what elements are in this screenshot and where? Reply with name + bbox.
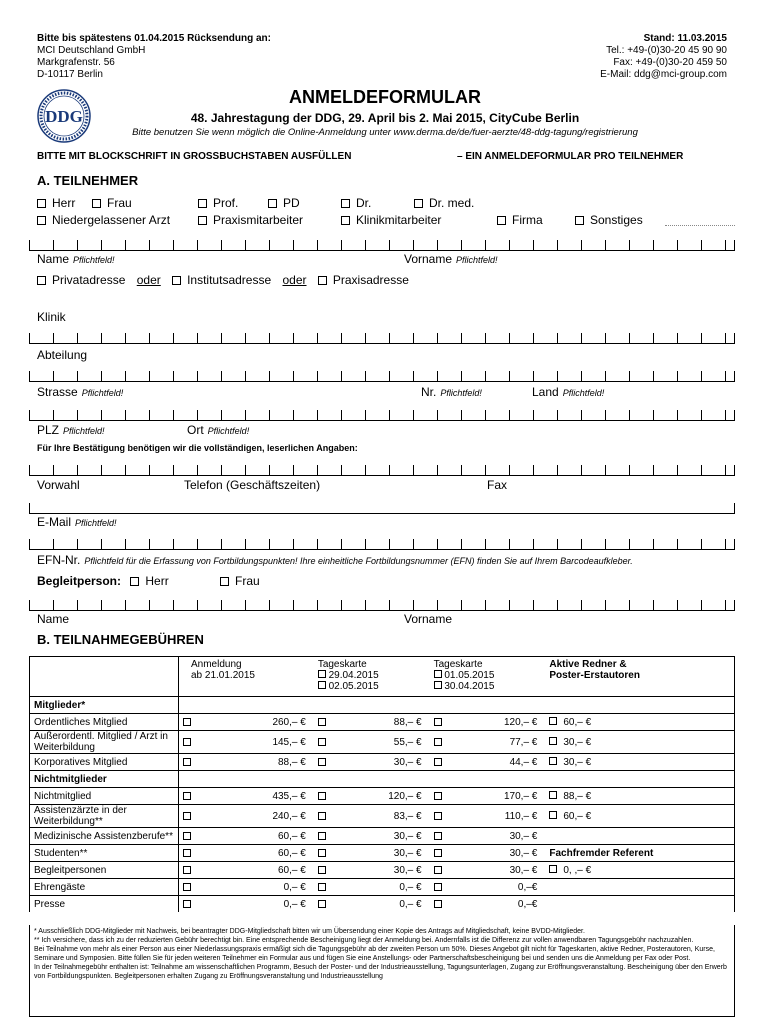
fee-row (30, 828, 735, 845)
name-field[interactable] (29, 234, 735, 251)
oder-1: oder (136, 273, 161, 287)
fee-checkbox[interactable] (434, 792, 442, 800)
fee-cell (314, 731, 430, 754)
fee-cell (430, 896, 546, 913)
fee-checkbox[interactable] (318, 849, 326, 857)
fee-amount: 240,– € (272, 810, 306, 822)
fee-checkbox[interactable] (434, 718, 442, 726)
email-field[interactable] (29, 497, 735, 514)
begleitperson-row (37, 574, 260, 588)
fee-cell-redner (545, 879, 734, 896)
fee-amount: 0, ,– € (563, 864, 592, 876)
fee-cell (314, 714, 430, 731)
fee-row-label: Korporatives Mitglied (30, 754, 179, 771)
fee-checkbox[interactable] (318, 883, 326, 891)
fee-cell (430, 828, 546, 845)
fee-checkbox[interactable] (318, 758, 326, 766)
fee-checkbox[interactable] (549, 717, 557, 725)
begleit-label: Begleitperson: (37, 574, 122, 588)
vorname-label: Vorname Pflichtfeld! (404, 252, 498, 266)
fee-checkbox[interactable] (318, 718, 326, 726)
address-type-choice (37, 273, 409, 287)
fee-row-label: Ordentliches Mitglied (30, 714, 179, 731)
fee-cell (430, 731, 546, 754)
fee-cell (179, 896, 314, 913)
return-deadline: Bitte bis spätestens 01.04.2015 Rücksendung an: (37, 33, 271, 44)
fee-cell (179, 845, 314, 862)
fee-cell (430, 845, 546, 862)
strasse-label: Strasse Pflichtfeld! (37, 385, 124, 399)
efn-label: EFN-Nr. Pflichtfeld für die Erfassung von Fortbildungspunkten! Ihre einheitliche Fortbildungsnummer (EFN) finden Sie auf Ihrem Barcodeaufkleber. (37, 553, 633, 567)
fee-cell-redner (545, 896, 734, 913)
begleit-herr-checkbox[interactable] (130, 577, 139, 586)
fees-group-nonmembers: Nichtmitglieder (30, 771, 735, 788)
fee-checkbox[interactable] (434, 758, 442, 766)
fee-cell (430, 879, 546, 896)
org-city: D-10117 Berlin (37, 69, 103, 80)
fee-amount: 435,– € (272, 790, 306, 802)
fee-amount: 30,– € (509, 847, 538, 859)
fee-cell (430, 862, 546, 879)
checkbox-privat[interactable] (37, 276, 46, 285)
fee-amount: 60,– € (278, 847, 306, 859)
svg-text:DDG: DDG (45, 107, 83, 126)
fee-amount: 60,– € (278, 864, 306, 876)
event-subtitle: 48. Jahrestagung der DDG, 29. April bis 2. Mai 2015, CityCube Berlin (190, 111, 580, 125)
fee-checkbox[interactable] (183, 758, 191, 766)
fee-cell (314, 896, 430, 913)
fee-cell (179, 788, 314, 805)
plz-label: PLZ Pflichtfeld! (37, 423, 105, 437)
praxis-label: Praxisadresse (332, 273, 409, 287)
fee-amount: 0,–€ (517, 898, 538, 910)
fee-checkbox[interactable] (434, 738, 442, 746)
fee-row (30, 896, 735, 913)
fee-checkbox[interactable] (183, 832, 191, 840)
checkbox[interactable] (268, 199, 277, 208)
fee-checkbox[interactable] (434, 883, 442, 891)
begleit-vorname-label: Vorname (404, 612, 453, 626)
fee-checkbox[interactable] (183, 738, 191, 746)
contact-tel: Tel.: +49-(0)30-20 45 90 90 (606, 45, 727, 56)
fee-cell (314, 879, 430, 896)
telefon-field[interactable] (29, 459, 735, 476)
fee-amount: 30,– € (563, 736, 592, 748)
fee-row (30, 845, 735, 862)
privat-label: Privatadresse (52, 273, 126, 287)
fee-cell (314, 754, 430, 771)
nr-label: Nr. Pflichtfeld! (421, 385, 482, 399)
fee-checkbox[interactable] (318, 738, 326, 746)
fee-cell (314, 788, 430, 805)
begleit-frau-checkbox[interactable] (220, 577, 229, 586)
fee-amount: 120,– € (388, 790, 422, 802)
footnote-3: Bei Teilnahme von mehr als einer Person aus einer Niederlassungspraxis ermäßigt sich die Tagungsgebühr ab der zweiten Person um 50%. Dieses Angebot gilt nicht für Tageskarten, aktive Redner, Posterautoren, Kurse, Seminare und Symposien. Bitte füllen Sie für jeden weiteren Teilnehmer ein Formular aus und fügen Sie eine Anstellungs- oder Partnerschaftsbescheinigung bei und senden uns die Anmeldung per Fax oder Post. (34, 946, 715, 962)
begleit-name-label: Name (37, 612, 70, 626)
fee-amount: 88,– € (393, 716, 422, 728)
fee-cell-redner (545, 754, 734, 771)
checkbox[interactable] (198, 216, 207, 225)
sonstiges-input[interactable] (665, 225, 735, 226)
fee-amount: 30,– € (509, 864, 538, 876)
fee-row-label: Assistenzärzte in der Weiterbildung** (30, 805, 179, 828)
begleit-name-field[interactable] (29, 594, 735, 611)
blockschrift-instruction: BITTE MIT BLOCKSCHRIFT IN GROSSBUCHSTABEN AUSFÜLLEN (37, 151, 352, 162)
fee-amount: 0,– € (399, 881, 422, 893)
begleit-frau-label: Frau (235, 574, 260, 588)
section-a-heading: A. TEILNEHMER (37, 173, 139, 188)
oder-2: oder (282, 273, 307, 287)
fee-row-label: Presse (30, 896, 179, 913)
fee-row-label: Nichtmitglied (30, 788, 179, 805)
fees-header-redner: Aktive Redner & Poster-Erstautoren (549, 659, 640, 681)
fees-group-members: Mitglieder* (30, 697, 735, 714)
role-sonstiges[interactable]: Sonstiges (575, 213, 643, 227)
abteilung-field[interactable] (29, 365, 735, 382)
footnotes (29, 925, 735, 1017)
fee-cell (314, 845, 430, 862)
fee-row-label: Ehrengäste (30, 879, 179, 896)
section-b-heading: B. TEILNAHMEGEBÜHREN (37, 632, 204, 647)
fee-checkbox[interactable] (318, 900, 326, 908)
footnote-2: ** Ich versichere, dass ich zu der reduzierten Gebühr berechtigt bin. Eine entsprechende Bescheinigung liegt der Anmeldung bei. Andernfalls ist die Differenz zur vollen anwendbaren Tagungsgebühr nachzuzahlen. (34, 937, 694, 944)
checkbox[interactable] (37, 216, 46, 225)
land-label: Land Pflichtfeld! (532, 385, 605, 399)
fee-amount: 30,– € (509, 830, 538, 842)
fee-checkbox[interactable] (434, 812, 442, 820)
fee-amount: 145,– € (272, 736, 306, 748)
checkbox[interactable] (497, 216, 506, 225)
title-dr[interactable]: Dr. (341, 196, 371, 210)
footnote-1: * Ausschließlich DDG-Mitglieder mit Nachweis, bei beantragter DDG-Mitgliedschaft bitten wir um Übersendung einer Kopie des Antrags auf Mitgliedschaft, keine BVDD-Mitglieder. (34, 928, 585, 935)
fees-header-tageskarte-1: Tageskarte 29.04.2015 02.05.2015 (317, 659, 379, 692)
fee-cell (314, 828, 430, 845)
role-klinik[interactable]: Klinikmitarbeiter (341, 213, 441, 227)
fee-checkbox[interactable] (434, 866, 442, 874)
fee-checkbox[interactable] (183, 812, 191, 820)
checkbox[interactable] (414, 199, 423, 208)
fee-amount: 30,– € (393, 756, 422, 768)
fee-checkbox[interactable] (318, 832, 326, 840)
klinik-field[interactable] (29, 327, 735, 344)
fee-checkbox[interactable] (183, 900, 191, 908)
efn-field[interactable] (29, 533, 735, 550)
fee-cell-redner (545, 805, 734, 828)
strasse-field[interactable] (29, 404, 735, 421)
fee-row (30, 731, 735, 754)
confirm-note: Für Ihre Bestätigung benötigen wir die vollständigen, leserlichen Angaben: (37, 443, 358, 453)
fee-row (30, 754, 735, 771)
fee-cell-redner (545, 714, 734, 731)
fee-cell-redner (545, 788, 734, 805)
fee-checkbox[interactable] (183, 883, 191, 891)
fee-checkbox[interactable] (549, 811, 557, 819)
fee-row (30, 714, 735, 731)
online-registration-note: Bitte benutzen Sie wenn möglich die Online-Anmeldung unter www.derma.de/de/fuer-aerzte/48-ddg-tagung/registrierung (132, 127, 638, 138)
fee-checkbox[interactable] (549, 737, 557, 745)
fees-header-empty (30, 657, 179, 697)
fee-cell (314, 862, 430, 879)
fee-amount: 30,– € (563, 756, 592, 768)
fee-checkbox[interactable] (183, 792, 191, 800)
fee-checkbox[interactable] (549, 757, 557, 765)
fee-amount: 60,– € (563, 716, 592, 728)
fee-amount: 55,– € (393, 736, 422, 748)
fee-amount: 88,– € (278, 756, 306, 768)
fee-checkbox[interactable] (434, 832, 442, 840)
org-street: Markgrafenstr. 56 (37, 57, 115, 68)
fee-amount: 30,– € (393, 830, 422, 842)
fee-row (30, 805, 735, 828)
checkbox[interactable] (92, 199, 101, 208)
fee-checkbox[interactable] (318, 866, 326, 874)
fee-cell-redner (545, 828, 734, 845)
fee-cell (179, 805, 314, 828)
fachfremder-referent: Fachfremder Referent (549, 847, 654, 859)
name-label: Name Pflichtfeld! (37, 252, 115, 266)
fee-row (30, 862, 735, 879)
fee-cell (179, 714, 314, 731)
fees-header-anmeldung: Anmeldung ab 21.01.2015 (191, 659, 255, 681)
title-prof[interactable]: Prof. (198, 196, 238, 210)
fee-checkbox[interactable] (549, 865, 557, 873)
fee-amount: 0,– € (283, 881, 306, 893)
fee-cell (179, 754, 314, 771)
role-firma[interactable]: Firma (497, 213, 543, 227)
fee-amount: 110,– € (504, 810, 538, 822)
fee-checkbox[interactable] (183, 718, 191, 726)
fax-label: Fax (487, 478, 508, 492)
fee-row (30, 879, 735, 896)
ort-label: Ort Pflichtfeld! (187, 423, 250, 437)
fee-amount: 0,–€ (517, 881, 538, 893)
fee-cell (430, 754, 546, 771)
checkbox-institut[interactable] (172, 276, 181, 285)
fee-checkbox[interactable] (183, 866, 191, 874)
checkbox[interactable] (341, 216, 350, 225)
fee-amount: 0,– € (283, 898, 306, 910)
fee-amount: 170,– € (504, 790, 538, 802)
title-frau[interactable]: Frau (92, 196, 132, 210)
fee-cell (179, 731, 314, 754)
fee-row-label: Begleitpersonen (30, 862, 179, 879)
fee-amount: 77,– € (509, 736, 538, 748)
vorwahl-label: Vorwahl (37, 478, 80, 492)
fee-row-label: Außerordentl. Mitglied / Arzt in Weiterbildung (30, 731, 179, 754)
fee-cell (430, 714, 546, 731)
fee-cell (179, 828, 314, 845)
fee-cell (179, 862, 314, 879)
fee-cell (179, 879, 314, 896)
title-pd[interactable]: PD (268, 196, 300, 210)
role-niedergelassen[interactable]: Niedergelassener Arzt (37, 213, 170, 227)
checkbox[interactable] (198, 199, 207, 208)
contact-email: E-Mail: ddg@mci-group.com (600, 69, 727, 80)
telefon-label: Telefon (Geschäftszeiten) (184, 478, 321, 492)
fee-cell (314, 805, 430, 828)
fee-amount: 60,– € (563, 810, 592, 822)
fee-row-label: Medizinische Assistenzberufe** (30, 828, 179, 845)
fees-header-row (30, 657, 735, 697)
fee-checkbox[interactable] (183, 849, 191, 857)
title-herr[interactable]: Herr (37, 196, 75, 210)
fees-header-tageskarte-2: Tageskarte 01.05.2015 30.04.2015 (433, 659, 495, 692)
abteilung-label: Abteilung (37, 348, 88, 362)
fees-table (29, 656, 735, 912)
fee-cell-redner (545, 845, 734, 862)
fee-amount: 30,– € (393, 864, 422, 876)
checkbox[interactable] (341, 199, 350, 208)
fee-row-label: Studenten** (30, 845, 179, 862)
one-form-instruction: – EIN ANMELDEFORMULAR PRO TEILNEHMER (457, 151, 684, 162)
email-label: E-Mail Pflichtfeld! (37, 515, 117, 529)
fee-checkbox[interactable] (434, 849, 442, 857)
fee-amount: 88,– € (563, 790, 592, 802)
checkbox-praxis[interactable] (318, 276, 327, 285)
fee-checkbox[interactable] (434, 900, 442, 908)
fee-amount: 0,– € (399, 898, 422, 910)
fee-cell-redner (545, 862, 734, 879)
fee-amount: 30,– € (393, 847, 422, 859)
fee-row (30, 788, 735, 805)
fee-checkbox[interactable] (549, 791, 557, 799)
fee-cell-redner (545, 731, 734, 754)
fee-amount: 120,– € (504, 716, 538, 728)
checkbox[interactable] (575, 216, 584, 225)
footnote-4: In der Teilnahmegebühr enthalten ist: Teilnahme am wissenschaftlichen Programm, Besuch der Poster- und der Industrieausstellung, Tagungsunterlagen, Zugang zur Eröffnungsveranstaltung. Bescheinigung über den Erwerb von Fortbildungspunkten. Begleitpersonen erhalten Zugang zu Eröffnungsveranstaltung und Industrieausstellung (34, 964, 727, 980)
fee-amount: 83,– € (393, 810, 422, 822)
checkbox[interactable] (37, 199, 46, 208)
fee-amount: 60,– € (278, 830, 306, 842)
fee-cell (430, 788, 546, 805)
fee-amount: 260,– € (272, 716, 306, 728)
institut-label: Institutsadresse (187, 273, 272, 287)
begleit-herr-label: Herr (145, 574, 169, 588)
role-praxis[interactable]: Praxismitarbeiter (198, 213, 303, 227)
fee-checkbox[interactable] (318, 792, 326, 800)
fee-checkbox[interactable] (318, 812, 326, 820)
fee-amount: 44,– € (509, 756, 538, 768)
klinik-label: Klinik (37, 310, 66, 324)
fee-cell (430, 805, 546, 828)
title-dr-med[interactable]: Dr. med. (414, 196, 474, 210)
stand-date: Stand: 11.03.2015 (643, 33, 727, 44)
org-name: MCI Deutschland GmbH (37, 45, 146, 56)
form-title: ANMELDEFORMULAR (289, 87, 481, 107)
contact-fax: Fax: +49-(0)30-20 459 50 (613, 57, 727, 68)
